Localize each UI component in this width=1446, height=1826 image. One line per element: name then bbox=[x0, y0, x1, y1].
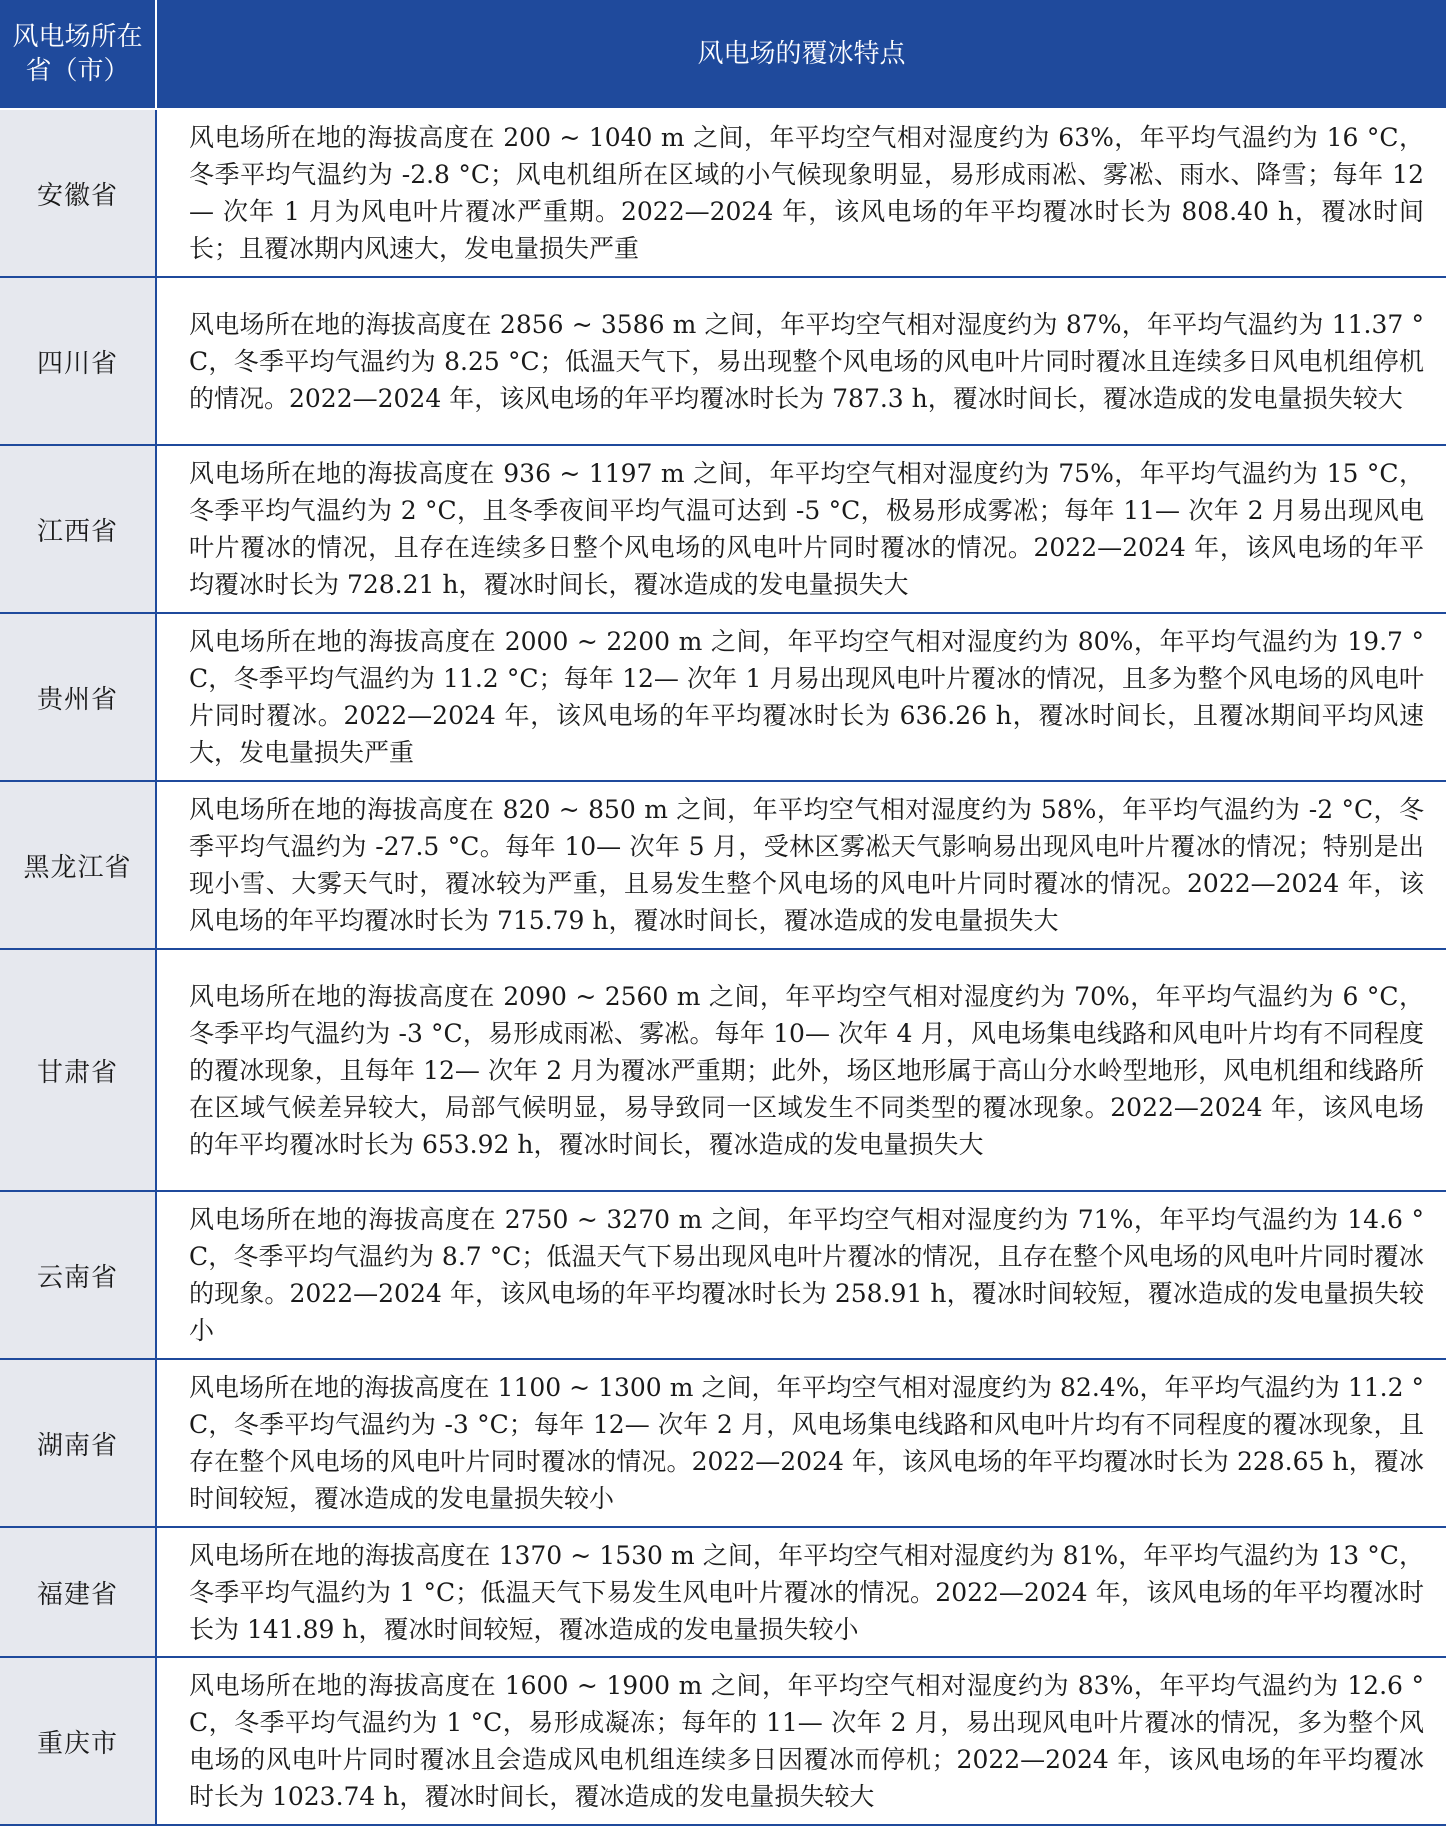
province-cell: 贵州省 bbox=[0, 613, 156, 781]
table-row bbox=[0, 1359, 1446, 1527]
description-cell: 风电场所在地的海拔高度在 1370 ~ 1530 m 之间，年平均空气相对湿度约为 81%，年平均气温约为 13 °C，冬季平均气温约为 1 °C；低温天气下易发生风电叶片覆冰的情况。2022—2024 年，该风电场的年平均覆冰时长为 141.89 h，覆冰时间较短，覆冰造成的发电量损失较小 bbox=[156, 1527, 1446, 1657]
table-row bbox=[0, 445, 1446, 613]
description-cell: 风电场所在地的海拔高度在 1100 ~ 1300 m 之间，年平均空气相对湿度约为 82.4%，年平均气温约为 11.2 °C，冬季平均气温约为 -3 °C；每年 12— 次年 2 月，风电场集电线路和风电叶片均有不同程度的覆冰现象，且存在整个风电场的风电叶片同时覆冰的情况。2022—2024 年，该风电场的年平均覆冰时长为 228.65 h，覆冰时间较短，覆冰造成的发电量损失较小 bbox=[156, 1359, 1446, 1527]
description-cell: 风电场所在地的海拔高度在 1600 ~ 1900 m 之间，年平均空气相对湿度约为 83%，年平均气温约为 12.6 °C，冬季平均气温约为 1 °C，易形成凝冻；每年的 11— 次年 2 月，易出现风电叶片覆冰的情况，多为整个风电场的风电叶片同时覆冰且会造成风电机组连续多日因覆冰而停机；2022—2024 年，该风电场的年平均覆冰时长为 1023.74 h，覆冰时间长，覆冰造成的发电量损失较大 bbox=[156, 1657, 1446, 1825]
description-cell: 风电场所在地的海拔高度在 200 ~ 1040 m 之间，年平均空气相对湿度约为 63%，年平均气温约为 16 °C，冬季平均气温约为 -2.8 °C；风电机组所在区域的小气候现象明显，易形成雨凇、雾凇、雨水、降雪；每年 12— 次年 1 月为风电叶片覆冰严重期。2022—2024 年，该风电场的年平均覆冰时长为 808.40 h，覆冰时间长；且覆冰期内风速大，发电量损失严重 bbox=[156, 109, 1446, 277]
province-cell: 甘肃省 bbox=[0, 949, 156, 1191]
header-row bbox=[0, 0, 1446, 109]
table-row bbox=[0, 1191, 1446, 1359]
table-row bbox=[0, 781, 1446, 949]
description-cell: 风电场所在地的海拔高度在 820 ~ 850 m 之间，年平均空气相对湿度约为 58%，年平均气温约为 -2 °C，冬季平均气温约为 -27.5 °C。每年 10— 次年 5 月，受林区雾凇天气影响易出现风电叶片覆冰的情况；特别是出现小雪、大雾天气时，覆冰较为严重，且易发生整个风电场的风电叶片同时覆冰的情况。2022—2024 年，该风电场的年平均覆冰时长为 715.79 h，覆冰时间长，覆冰造成的发电量损失大 bbox=[156, 781, 1446, 949]
description-cell: 风电场所在地的海拔高度在 2000 ~ 2200 m 之间，年平均空气相对湿度约为 80%，年平均气温约为 19.7 °C，冬季平均气温约为 11.2 °C；每年 12— 次年 1 月易出现风电叶片覆冰的情况，且多为整个风电场的风电叶片同时覆冰。2022—2024 年，该风电场的年平均覆冰时长为 636.26 h，覆冰时间长，且覆冰期间平均风速大，发电量损失严重 bbox=[156, 613, 1446, 781]
description-cell: 风电场所在地的海拔高度在 2856 ~ 3586 m 之间，年平均空气相对湿度约为 87%，年平均气温约为 11.37 °C，冬季平均气温约为 8.25 °C；低温天气下，易出现整个风电场的风电叶片同时覆冰且连续多日风电机组停机的情况。2022—2024 年，该风电场的年平均覆冰时长为 787.3 h，覆冰时间长，覆冰造成的发电量损失较大 bbox=[156, 277, 1446, 445]
description-cell: 风电场所在地的海拔高度在 2750 ~ 3270 m 之间，年平均空气相对湿度约为 71%，年平均气温约为 14.6 °C，冬季平均气温约为 8.7 °C；低温天气下易出现风电叶片覆冰的情况，且存在整个风电场的风电叶片同时覆冰的现象。2022—2024 年，该风电场的年平均覆冰时长为 258.91 h，覆冰时间较短，覆冰造成的发电量损失较小 bbox=[156, 1191, 1446, 1359]
province-cell: 福建省 bbox=[0, 1527, 156, 1657]
table-row bbox=[0, 109, 1446, 277]
description-cell: 风电场所在地的海拔高度在 2090 ~ 2560 m 之间，年平均空气相对湿度约为 70%，年平均气温约为 6 °C，冬季平均气温约为 -3 °C，易形成雨凇、雾凇。每年 10— 次年 4 月，风电场集电线路和风电叶片均有不同程度的覆冰现象，且每年 12— 次年 2 月为覆冰严重期；此外，场区地形属于高山分水岭型地形，风电机组和线路所在区域气候差异较大，局部气候明显，易导致同一区域发生不同类型的覆冰现象。2022—2024 年，该风电场的年平均覆冰时长为 653.92 h，覆冰时间长，覆冰造成的发电量损失大 bbox=[156, 949, 1446, 1191]
table-row bbox=[0, 1657, 1446, 1825]
table-row bbox=[0, 1527, 1446, 1657]
province-cell: 四川省 bbox=[0, 277, 156, 445]
table-header bbox=[0, 0, 1446, 109]
header-province: 风电场所在省（市） bbox=[0, 0, 156, 109]
province-cell: 黑龙江省 bbox=[0, 781, 156, 949]
province-cell: 江西省 bbox=[0, 445, 156, 613]
province-cell: 重庆市 bbox=[0, 1657, 156, 1825]
province-cell: 云南省 bbox=[0, 1191, 156, 1359]
description-cell: 风电场所在地的海拔高度在 936 ~ 1197 m 之间，年平均空气相对湿度约为 75%，年平均气温约为 15 °C，冬季平均气温约为 2 °C，且冬季夜间平均气温可达到 -5 °C，极易形成雾凇；每年 11— 次年 2 月易出现风电叶片覆冰的情况，且存在连续多日整个风电场的风电叶片同时覆冰的情况。2022—2024 年，该风电场的年平均覆冰时长为 728.21 h，覆冰时间长，覆冰造成的发电量损失大 bbox=[156, 445, 1446, 613]
header-description: 风电场的覆冰特点 bbox=[156, 0, 1446, 109]
table-body bbox=[0, 109, 1446, 1825]
table-row bbox=[0, 277, 1446, 445]
province-cell: 安徽省 bbox=[0, 109, 156, 277]
table-row bbox=[0, 613, 1446, 781]
province-cell: 湖南省 bbox=[0, 1359, 156, 1527]
table-row bbox=[0, 949, 1446, 1191]
